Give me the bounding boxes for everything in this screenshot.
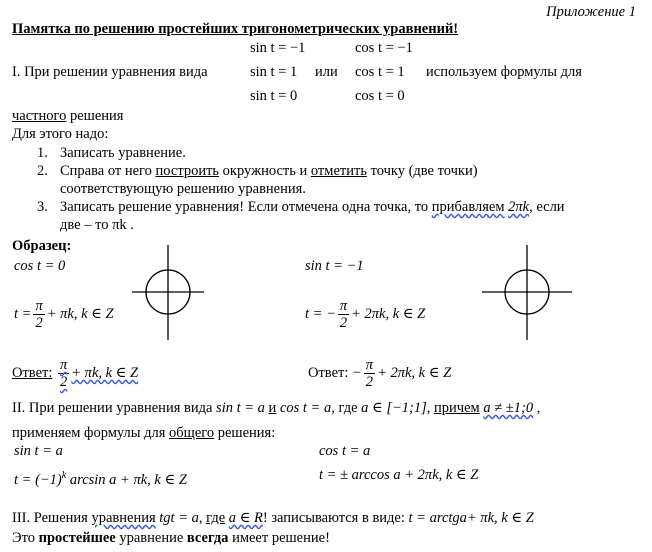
answer-left-fraction — [58, 357, 69, 390]
appendix-label: Приложение 1 — [546, 4, 636, 20]
answer-right-num: π — [365, 357, 374, 373]
step-3-num: 3. — [37, 199, 48, 215]
section3-post: ! записываются в виде: — [262, 510, 405, 526]
footer-mid: уравнение — [115, 530, 187, 546]
answer-right-label: Ответ: — [308, 364, 349, 381]
answer-left-post: + πk, k ∈ Z — [71, 364, 139, 381]
right-sol-den: 2 — [339, 315, 348, 331]
example-right-solution — [305, 298, 425, 331]
solutions-word: решения — [66, 108, 124, 124]
left-sol-num: π — [35, 298, 43, 314]
sin-form-2: sin t = 1 — [250, 64, 298, 80]
page-title: Памятка по решению простейших тригонометрических уравнений! — [12, 21, 459, 37]
section3-solution: t = arctga+ πk, k ∈ Z — [408, 510, 534, 526]
step-2-mark: отметить — [310, 163, 367, 179]
right-sol-num: π — [339, 298, 348, 314]
left-sol-post: + πk, k ∈ Z — [46, 305, 114, 322]
section2-sin-eq: sin t = a — [14, 443, 63, 459]
footer-line — [12, 530, 330, 547]
sin-sol-post: arcsin a + πk, k ∈ Z — [66, 472, 187, 488]
step-3-add: прибавляем — [431, 199, 505, 215]
section2-line1: II. При решении уравнения вида sin t = a и cos t = a, где a ∈ [−1;1], причем a ≠ ±1;0 , — [12, 400, 541, 416]
footer-always: всегда — [186, 530, 229, 546]
section3-eq: tgt = a — [159, 510, 199, 526]
step-2-line2: соответствующую решению уравнения. — [60, 181, 306, 197]
section1-intro: I. При решении уравнения вида — [12, 64, 208, 80]
example-right-eq: sin t = −1 — [305, 258, 364, 274]
section2-eq-cos: cos t = a — [279, 400, 332, 416]
section2-however: причем — [434, 400, 480, 416]
step-2-pre: Справа от него — [60, 163, 156, 179]
step-3-post: , если — [529, 199, 565, 215]
step-1-text: Записать уравнение. — [60, 145, 186, 161]
section3-cond: a ∈ R — [228, 510, 263, 526]
step-2-build: построить — [155, 163, 220, 179]
right-sol-pre: t = − — [305, 305, 336, 322]
use-formulas-text: используем формулы для — [426, 64, 582, 80]
answer-left-label: Ответ: — [12, 364, 53, 381]
answer-left — [12, 357, 138, 390]
or-word: или — [315, 64, 338, 80]
step-3-pre: Записать решение уравнения! Если отмечена одна точка, то — [60, 199, 432, 215]
answer-left-num: π — [60, 357, 68, 373]
section3-where: где — [206, 510, 226, 526]
left-sol-pre: t = — [14, 305, 32, 322]
step-3-2pik: 2πk — [508, 199, 530, 215]
section2-intro: II. При решении уравнения вида — [12, 400, 213, 416]
section2-sin-solution — [14, 467, 187, 489]
footer-post: имеет решение! — [228, 530, 330, 546]
section3-pre: III. Решения — [12, 510, 92, 526]
section2-and: и — [268, 400, 277, 416]
example-label: Образец: — [12, 238, 72, 254]
section2-eq-sin: sin t = a — [216, 400, 265, 416]
left-sol-den: 2 — [35, 315, 43, 331]
section2-general: общего — [169, 425, 215, 441]
step-1-num: 1. — [37, 145, 48, 161]
left-sol-fraction — [33, 298, 44, 331]
sin-sol-exp: k — [61, 470, 67, 481]
cos-form-2: cos t = 1 — [355, 64, 405, 80]
example-left-eq: cos t = 0 — [14, 258, 66, 274]
answer-right — [308, 357, 451, 390]
section2-line2-pre: применяем формулы для — [12, 425, 170, 441]
particular-word: частного — [12, 108, 67, 124]
cos-form-3: cos t = 0 — [355, 88, 405, 104]
section2-comma: , — [533, 400, 541, 416]
step-2-num: 2. — [37, 163, 48, 179]
left-unit-circle — [132, 245, 204, 340]
example-left-solution — [14, 298, 114, 331]
section2-cond: a ≠ ±1;0 — [483, 400, 534, 416]
footer-pre: Это — [12, 530, 39, 546]
step-3-line2: две – то πk . — [60, 217, 134, 233]
section2-cos-solution: t = ± arccos a + 2πk, k ∈ Z — [319, 467, 479, 483]
step-2-post: точку (две точки) — [366, 163, 478, 179]
section3-line: III. Решения уравнения tgt = a, где a ∈ R! записываются в виде: t = arctga+ πk, k ∈ Z — [12, 510, 534, 526]
right-sol-fraction — [338, 298, 349, 331]
answer-left-den: 2 — [60, 374, 68, 390]
sin-form-1: sin t = −1 — [250, 40, 306, 56]
sin-sol-pre: t = (−1) — [14, 472, 62, 488]
answer-right-den: 2 — [365, 374, 374, 390]
answer-right-fraction — [364, 357, 375, 390]
section2-interval: a ∈ [−1;1] — [361, 400, 427, 416]
footer-simplest: простейшее — [38, 530, 116, 546]
sin-form-3: sin t = 0 — [250, 88, 298, 104]
answer-right-pre: − — [352, 364, 362, 381]
section2-where: , где — [331, 400, 358, 416]
need-text: Для этого надо: — [12, 126, 109, 142]
section2-line2 — [12, 425, 275, 442]
right-unit-circle — [482, 245, 572, 340]
step-2-mid: окружность и — [219, 163, 311, 179]
section2-line2-post: решения: — [214, 425, 276, 441]
cos-form-1: cos t = −1 — [355, 40, 413, 56]
answer-right-post: + 2πk, k ∈ Z — [377, 364, 452, 381]
section3-eq-word: уравнения — [91, 510, 156, 526]
section2-cos-eq: cos t = a — [319, 443, 371, 459]
right-sol-post: + 2πk, k ∈ Z — [351, 305, 426, 322]
